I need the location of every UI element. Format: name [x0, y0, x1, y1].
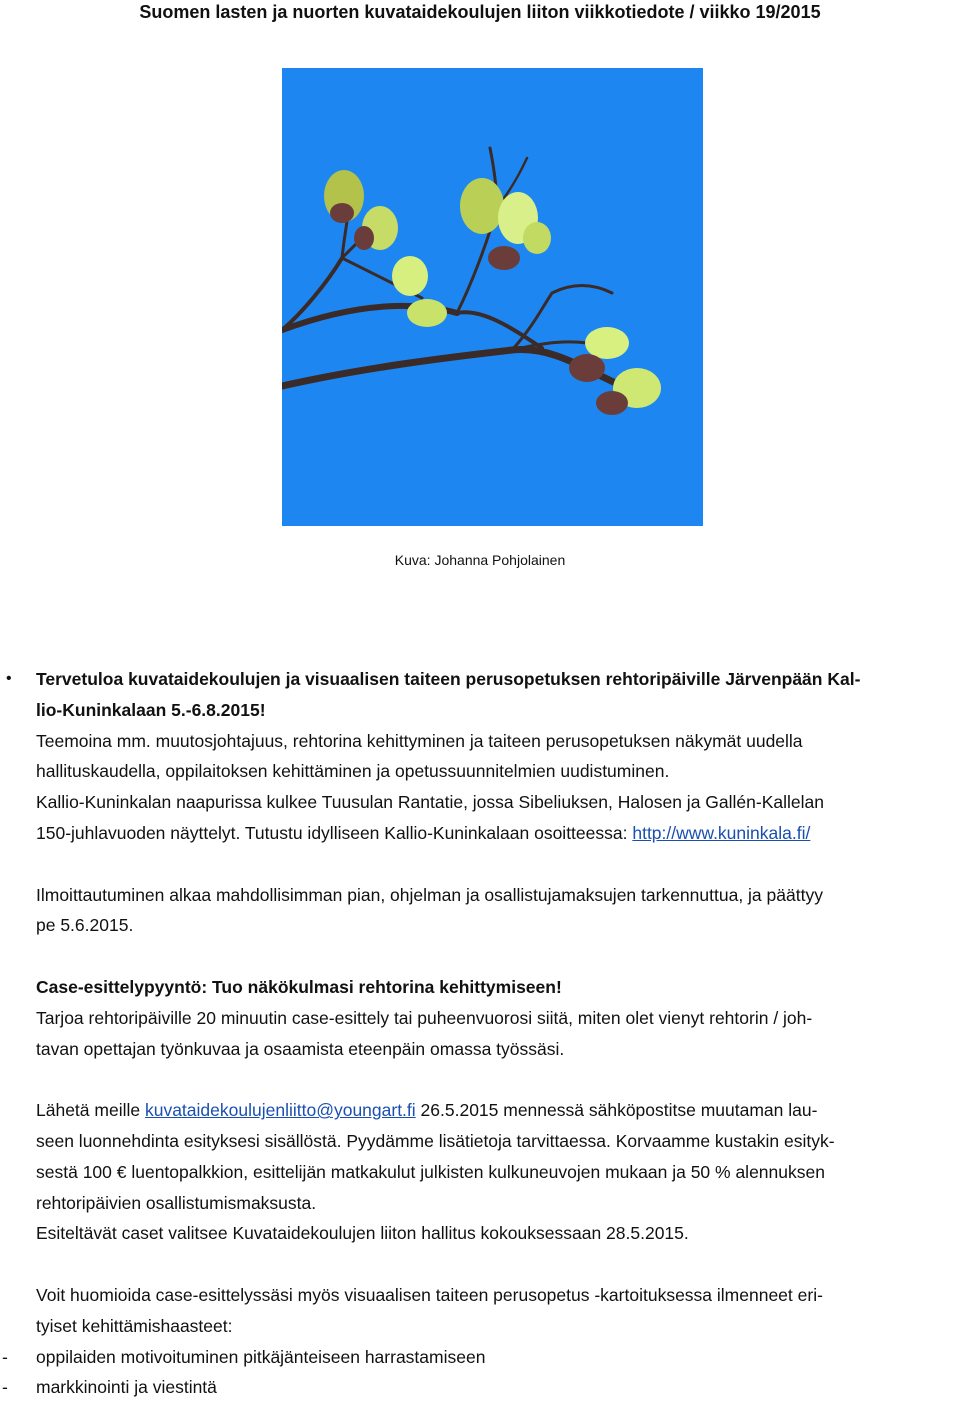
road-text: 150-juhlavuoden näyttelyt. Tutustu idylliseen Kallio-Kuninkalaan osoitteessa: [36, 822, 633, 843]
photo-branch-buds [282, 68, 703, 526]
bullet-marker: • [6, 670, 12, 687]
list-item [2, 1342, 960, 1373]
survey-line: Voit huomioida case-esittelyssäsi myös visuaalisen taiteen perusopetus -kartoituksessa ilmenneet eri- [36, 1284, 823, 1305]
photo-caption: Kuva: Johanna Pohjolainen [394, 552, 566, 568]
spacer [36, 1249, 960, 1280]
kuninkala-link[interactable]: http://www.kuninkala.fi/ [632, 822, 811, 843]
registration-line: Ilmoittautuminen alkaa mahdollisimman pian, ohjelman ja osallistujamaksujen tarkennuttua, ja päättyy [36, 884, 823, 905]
case-heading: Case-esittelypyyntö: Tuo näkökulmasi rehtorina kehittymiseen! [36, 976, 562, 997]
survey-line: tyiset kehittämishaasteet: [36, 1315, 233, 1336]
article-body [2, 664, 960, 1403]
spacer [36, 1064, 960, 1095]
road-line [36, 818, 960, 849]
send-pre: Lähetä meille [36, 1100, 145, 1121]
heading-line: Tervetuloa kuvataidekoulujen ja visuaalisen taiteen perusopetuksen rehtoripäiville Järvenpään Kal- [36, 669, 861, 689]
registration-line: pe 5.6.2015. [36, 915, 134, 936]
branch-illustration [282, 68, 703, 526]
newsletter-title: Suomen lasten ja nuorten kuvataidekoulujen liiton viikkotiedote / viikko 19/2015 [139, 2, 821, 22]
email-link[interactable]: kuvataidekoulujenliitto@youngart.fi [144, 1100, 416, 1121]
themes-line: Teemoina mm. muutosjohtajuus, rehtorina kehittyminen ja taiteen perusopetuksen näkymät uudella [36, 730, 803, 751]
case-line: Tarjoa rehtoripäiville 20 minuutin case-esittely tai puheenvuorosi siitä, miten olet vienyt rehtorin / joh- [36, 1007, 813, 1028]
road-line: Kallio-Kuninkalan naapurissa kulkee Tuusulan Rantatie, jossa Sibeliuksen, Halosen ja Gallén-Kallelan [36, 792, 824, 813]
list-item [2, 1372, 960, 1403]
spacer [36, 941, 960, 972]
send-line: sestä 100 € luentopalkkion, esittelijän matkakulut julkisten kulkuneuvojen mukaan ja 50 % alennuksen [36, 1161, 825, 1182]
send-line: seen luonnehdinta esityksesi sisällöstä. Pyydämme lisätietoja tarvittaessa. Korvaamme kustakin esityk- [36, 1130, 835, 1151]
spacer [36, 849, 960, 880]
heading-line: lio-Kuninkalaan 5.-6.8.2015! [36, 699, 266, 720]
selection-line: Esiteltävät caset valitsee Kuvataidekoulujen liiton hallitus kokouksessaan 28.5.2015. [36, 1223, 689, 1244]
themes-line: hallituskaudella, oppilaitoksen kehittäminen ja opetussuunnitelmien uudistuminen. [36, 761, 670, 782]
case-line: tavan opettajan työnkuvaa ja osaamista eteenpäin omassa työssäsi. [36, 1038, 565, 1059]
send-line [36, 1095, 960, 1126]
send-line: rehtoripäivien osallistumismaksusta. [36, 1192, 317, 1213]
list-item-text: markkinointi ja viestintä [36, 1377, 217, 1398]
list-dash: - [2, 1377, 8, 1398]
list-dash: - [2, 1346, 8, 1367]
list-item-text: oppilaiden motivoituminen pitkäjänteiseen harrastamiseen [36, 1346, 486, 1367]
send-post: 26.5.2015 mennessä sähköpostitse muutaman lau- [415, 1100, 818, 1121]
